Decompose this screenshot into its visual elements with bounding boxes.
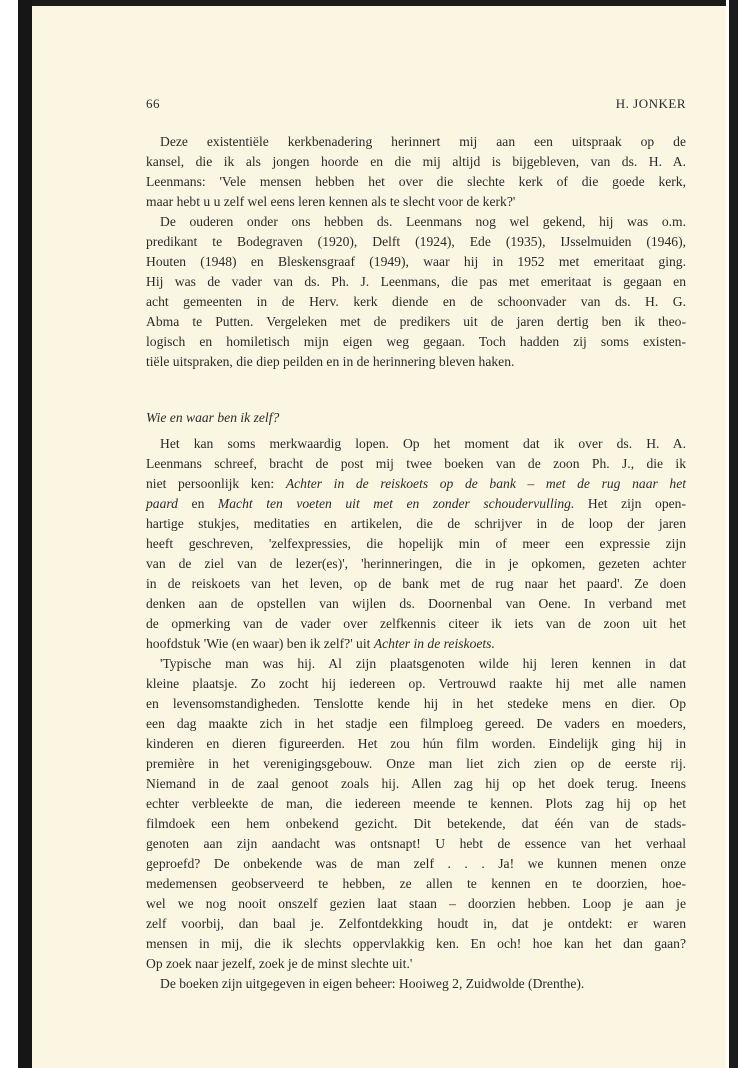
text-line: Abma te Putten. Vergeleken met de predikers uit de jaren dertig ben ik theo- bbox=[146, 314, 686, 329]
text-line: Deze existentiële kerkbenadering herinnert mij aan een uitspraak op de bbox=[160, 134, 686, 149]
text-line: De boeken zijn uitgegeven in eigen beheer: Hooiweg 2, Zuidwolde (Drenthe). bbox=[160, 976, 585, 991]
text-line: Houten (1948) en Bleskensgraaf (1949), waar hij in 1952 met emeritaat ging. bbox=[146, 254, 686, 269]
text-segment: en bbox=[177, 496, 218, 511]
text-segment: Het zijn open- bbox=[574, 496, 686, 511]
text-line: 'Typische man was hij. Al zijn plaatsgenoten wilde hij leren kennen in dat bbox=[160, 656, 686, 671]
text-line bbox=[146, 474, 686, 494]
text-line: Niemand in de zaal genoot zoals hij. Allen zag hij op het doek terug. Ineens bbox=[146, 776, 686, 791]
paragraph-1 bbox=[146, 132, 686, 212]
text-line: echter verbleekte de man, die iedereen meende te kennen. Plots zag hij op het bbox=[146, 796, 686, 811]
text-line: tiële uitspraken, die diep peilden en in de herinnering bleven haken. bbox=[146, 354, 515, 369]
book-title: Achter in de reiskoets op de bank – met de rug naar het bbox=[285, 476, 687, 491]
text-line: een dag maakte zich in het stadje een filmploeg gereed. De vaders en moeders, bbox=[146, 716, 686, 731]
text-line: medemensen geobserveerd te hebben, ze allen te kennen en te doorzien, hoe- bbox=[146, 876, 686, 891]
paragraph-5 bbox=[146, 974, 686, 994]
paragraph-4-quote bbox=[146, 654, 686, 974]
text-line: Het kan soms merkwaardig lopen. Op het moment dat ik over ds. H. A. bbox=[160, 436, 686, 451]
text-line: Op zoek naar jezelf, zoek je de minst slechte uit.' bbox=[146, 956, 413, 971]
text-line: genoten aan zijn aandacht was ontsnapt! U hebt de essence van het verhaal bbox=[146, 836, 686, 851]
paragraph-3 bbox=[146, 434, 686, 654]
text-line: De ouderen onder ons hebben ds. Leenmans nog wel gekend, hij was o.m. bbox=[160, 214, 686, 229]
book-title: paard bbox=[146, 496, 178, 511]
text-line: Leenmans schreef, bracht de post mij twee boeken van de zoon Ph. J., die ik bbox=[146, 456, 686, 471]
text-line: Leenmans: 'Vele mensen hebben het over die slechte kerk of die goede kerk, bbox=[146, 174, 686, 189]
running-author: H. JONKER bbox=[615, 96, 686, 111]
text-line: en levensomstandigheden. Tenslotte kende hij in het stedeke mens en dier. Op bbox=[146, 696, 686, 711]
text-line: denken aan de opstellen van wijlen ds. Doornenbal van Oene. In verband met bbox=[146, 596, 686, 611]
text-line: maar hebt u u zelf wel eens leren kennen als te slecht voor de kerk?' bbox=[146, 194, 516, 209]
text-line bbox=[146, 634, 686, 654]
text-line: kinderen en dieren figureerden. Het zou hún film worden. Eindelijk ging hij in bbox=[146, 736, 686, 751]
text-line: filmdoek een hem onbekend gezicht. Dit betekende, dat één van de stads- bbox=[146, 816, 686, 831]
text-line: acht gemeenten in de Herv. kerk diende en de schoonvader van ds. H. G. bbox=[146, 294, 686, 309]
running-head bbox=[146, 94, 686, 114]
scan-border-left bbox=[0, 0, 32, 1068]
text-line: mensen in mij, die ik slechts oppervlakkig ken. En och! hoe kan het dan gaan? bbox=[146, 936, 686, 951]
text-line bbox=[146, 494, 686, 514]
text-line: wel we nog nooit onszelf gezien laat staan – doorzien hebben. Loop je aan je bbox=[146, 896, 686, 911]
book-title: Macht ten voeten uit met en zonder schoudervulling. bbox=[217, 496, 575, 511]
text-segment: hoofdstuk 'Wie (en waar) ben ik zelf?' uit bbox=[146, 636, 374, 651]
text-line: logisch en homiletisch mijn eigen weg gegaan. Toch hadden zij soms existen- bbox=[146, 334, 686, 349]
text-line: zelf voorbij, dan baal je. Zelfontdekking houdt in, dat je ontdekt: er waren bbox=[146, 916, 686, 931]
text-line: première in het verenigingsgebouw. Onze man liet zich zien op de eerste rij. bbox=[146, 756, 686, 771]
scan-border-right bbox=[726, 0, 738, 1068]
text-line: Hij was de vader van ds. Ph. J. Leenmans, die pas met emeritaat is gegaan en bbox=[146, 274, 686, 289]
paragraph-2 bbox=[146, 212, 686, 372]
section-heading: Wie en waar ben ik zelf? bbox=[146, 410, 280, 425]
text-line: predikant te Bodegraven (1920), Delft (1924), Ede (1935), IJsselmuiden (1946), bbox=[146, 234, 686, 249]
book-page bbox=[32, 6, 726, 1068]
text-line: kansel, die ik als jongen hoorde en die mij altijd is bijgebleven, van ds. H. A. bbox=[146, 154, 686, 169]
text-line: in de reiskoets van het leven, op de bank met de rug naar het paard'. Ze doen bbox=[146, 576, 686, 591]
text-line: geproefd? De onbekende was de man zelf . . . Ja! we kunnen menen onze bbox=[146, 856, 686, 871]
text-line: kleine plaatsje. Zo zocht hij iedereen op. Vertrouwd raakte hij met alle namen bbox=[146, 676, 686, 691]
page-number: 66 bbox=[146, 96, 160, 111]
text-line: de opmerking van de vader over zelfkennis citeer ik iets van de zoon uit het bbox=[146, 616, 686, 631]
text-line: heeft geschreven, 'zelfexpressies, die hopelijk min of meer een expressie zijn bbox=[146, 536, 686, 551]
book-title: Achter in de reiskoets. bbox=[373, 636, 495, 651]
text-line: van de ziel van de lezer(es)', 'herinneringen, die in je opkomen, gezeten achter bbox=[146, 556, 686, 571]
text-line: hartige stukjes, meditaties en artikelen, die de schrijver in de loop der jaren bbox=[146, 516, 686, 531]
text-segment: niet persoonlijk ken: bbox=[146, 476, 286, 491]
